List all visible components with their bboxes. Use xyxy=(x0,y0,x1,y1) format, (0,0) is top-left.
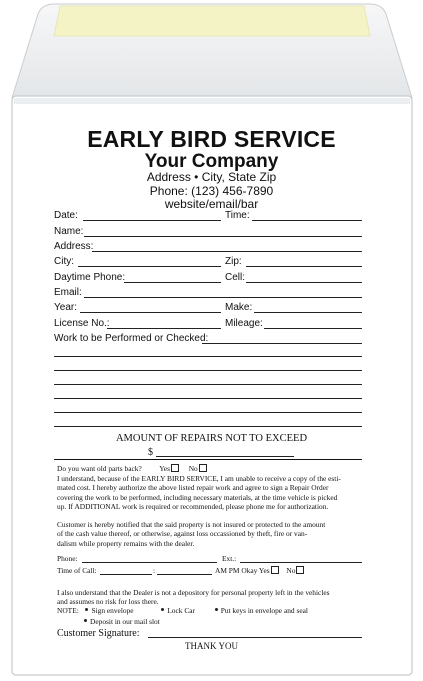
liability-line: I also understand that the Dealer is not a depository for personal property left in the vehicles xyxy=(57,588,330,597)
terms-line: I understand, because of the EARLY BIRD SERVICE, I am unable to receive a copy of the esti- xyxy=(57,474,341,483)
okay-yes-label: Yes xyxy=(258,566,270,575)
note-label: NOTE: xyxy=(57,606,79,615)
license-line[interactable] xyxy=(107,328,221,329)
pm-label[interactable]: PM xyxy=(228,566,240,575)
company-name: Your Company xyxy=(144,151,279,172)
city-label: City: xyxy=(54,256,74,267)
mileage-line[interactable] xyxy=(264,328,362,329)
okay-no-label: No xyxy=(286,566,296,575)
work-line-4[interactable] xyxy=(54,384,362,385)
name-line[interactable] xyxy=(84,236,362,237)
ext-line[interactable] xyxy=(240,562,362,563)
email-line[interactable] xyxy=(84,297,362,298)
company-website: website/email/bar xyxy=(164,197,259,211)
company-phone: Phone: (123) 456-7890 xyxy=(149,184,274,198)
section-divider xyxy=(54,459,362,460)
notice-line: Customer is hereby notified that the said property is not insured or protected to the amount xyxy=(57,520,326,529)
terms-line: mated cost. I hereby authorize the above listed repair work and agree to sign a Repair Order xyxy=(57,483,329,493)
notice-line: dalism while property remains with the dealer. xyxy=(57,538,195,548)
old-parts-yes-label: Yes xyxy=(159,464,170,473)
signature-label: Customer Signature: xyxy=(57,628,140,639)
date-line[interactable] xyxy=(83,220,221,221)
license-label: License No.: xyxy=(54,318,110,329)
cell-line[interactable] xyxy=(246,282,362,283)
service-title: EARLY BIRD SERVICE xyxy=(87,126,336,152)
note-item-deposit: Deposit in our mail slot xyxy=(84,617,160,626)
work-line-7[interactable] xyxy=(54,426,362,427)
thank-you-text: THANK YOU xyxy=(185,641,238,651)
contact-phone-line[interactable] xyxy=(82,562,217,563)
notice-line: of the cash value thereof, or otherwise, against loss occassioned by theft, fire or van- xyxy=(57,529,308,539)
contact-phone-label: Phone: xyxy=(57,554,78,563)
note-item-lock: Lock Car xyxy=(161,606,195,615)
am-label[interactable]: AM xyxy=(215,566,227,575)
amount-line[interactable] xyxy=(156,456,294,457)
work-line-2[interactable] xyxy=(54,356,362,357)
time-of-call-label: Time of Call: xyxy=(57,566,97,575)
mileage-label: Mileage: xyxy=(225,318,263,329)
terms-paragraph xyxy=(57,474,341,512)
work-line-3[interactable] xyxy=(54,370,362,371)
work-line-1[interactable] xyxy=(202,343,362,344)
daytime-phone-line[interactable] xyxy=(124,282,221,283)
amount-label: AMOUNT OF REPAIRS NOT TO EXCEED xyxy=(115,433,308,444)
old-parts-yes-checkbox[interactable] xyxy=(171,464,179,472)
work-label: Work to be Performed or Checked: xyxy=(54,333,209,344)
work-line-5[interactable] xyxy=(54,398,362,399)
daytime-phone-label: Daytime Phone: xyxy=(54,272,126,283)
time-of-call-line-minute[interactable] xyxy=(157,574,212,575)
address-line[interactable] xyxy=(92,251,362,252)
name-label: Name: xyxy=(54,226,84,237)
time-of-call-line-hour[interactable] xyxy=(100,574,152,575)
zip-label: Zip: xyxy=(225,256,242,267)
zip-line[interactable] xyxy=(246,266,362,267)
make-label: Make: xyxy=(225,302,253,313)
make-line[interactable] xyxy=(254,312,362,313)
terms-line: up. If ADDITIONAL work is required or recommended, please phone me for authorization. xyxy=(57,502,329,512)
glue-strip xyxy=(54,6,370,36)
ext-label: Ext.: xyxy=(222,554,237,563)
time-line[interactable] xyxy=(252,220,362,221)
liability-line: and assumes no risk for loss there. xyxy=(57,597,159,607)
okay-no-checkbox[interactable] xyxy=(296,566,304,574)
old-parts-question: Do you want old parts back? xyxy=(57,464,142,473)
work-line-6[interactable] xyxy=(54,412,362,413)
year-line[interactable] xyxy=(80,312,221,313)
signature-line[interactable] xyxy=(148,637,362,638)
notice-paragraph xyxy=(57,520,325,548)
city-line[interactable] xyxy=(78,266,221,267)
liability-paragraph xyxy=(57,588,330,607)
note-item-sign: Sign envelope xyxy=(85,606,133,615)
okay-label: Okay xyxy=(241,566,258,575)
email-label: Email: xyxy=(54,287,82,298)
note-item-keys: Put keys in envelope and seal xyxy=(215,606,308,615)
cell-label: Cell: xyxy=(225,272,246,283)
year-label: Year: xyxy=(54,302,77,313)
date-label: Date: xyxy=(54,210,78,221)
old-parts-no-checkbox[interactable] xyxy=(199,464,207,472)
old-parts-no-label: No xyxy=(188,464,198,473)
note-row xyxy=(57,606,308,615)
terms-line: covering the work to be performed, including necessary materials, at the time vehicle is picked xyxy=(57,492,338,502)
okay-yes-checkbox[interactable] xyxy=(271,566,279,574)
address-label: Address: xyxy=(54,241,94,252)
time-label: Time: xyxy=(225,210,250,221)
currency-symbol: $ xyxy=(148,447,153,458)
company-address: Address • City, State Zip xyxy=(146,170,277,184)
